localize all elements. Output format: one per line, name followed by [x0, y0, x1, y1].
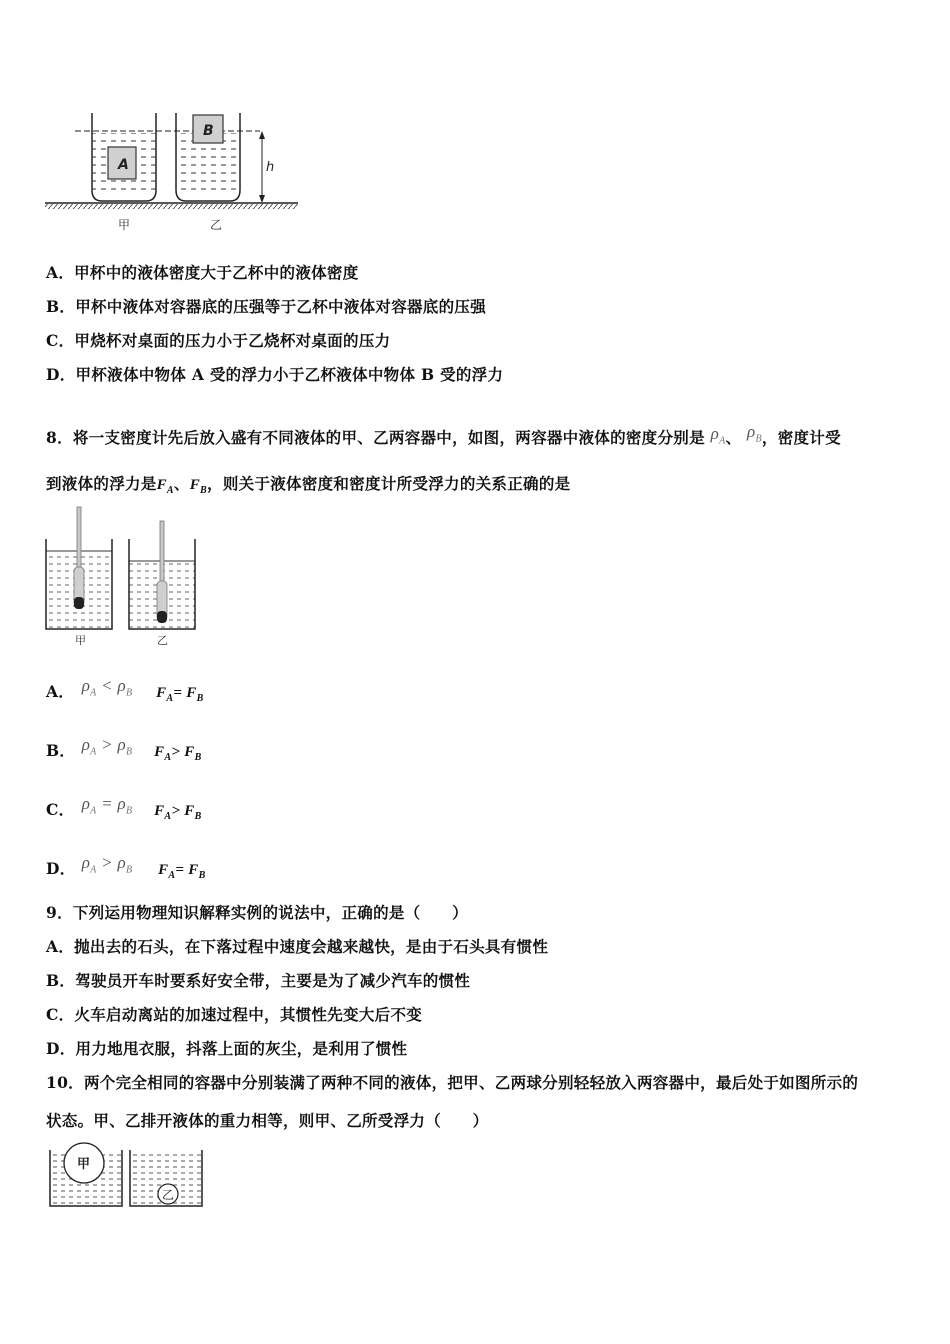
- svg-text:A: A: [118, 157, 129, 173]
- q9-option-b: B．驾驶员开车时要系好安全带，主要是为了减少汽车的惯性: [46, 971, 471, 990]
- q7-option-a: A．甲杯中的液体密度大于乙杯中的液体密度: [46, 263, 359, 282]
- q8-option-d: D． $\rho_A > \rho_B$ $F_A= F_B$: [46, 853, 206, 881]
- q8-option-c: C． $\rho_A = \rho_B$ $F_A> F_B$: [46, 794, 202, 822]
- svg-text:甲: 甲: [77, 1157, 91, 1172]
- q7-option-c: C．甲烧杯对桌面的压力小于乙烧杯对桌面的压力: [46, 331, 391, 350]
- q7-option-d: D．甲杯液体中物体 A 受的浮力小于乙杯液体中物体 B 受的浮力: [46, 365, 504, 384]
- figure-hydrometers: [40, 505, 210, 647]
- svg-text:乙: 乙: [210, 218, 223, 232]
- q7-option-b: B．甲杯中液体对容器底的压强等于乙杯中液体对容器底的压强: [46, 297, 487, 316]
- q10-stem-line2: 状态。甲、乙排开液体的重力相等，则甲、乙所受浮力（ ）: [46, 1111, 489, 1130]
- q10-stem-line1: 10．两个完全相同的容器中分别装满了两种不同的液体，把甲、乙两球分别轻轻放入两容器中，最后处于如图所示的: [46, 1073, 859, 1092]
- q9-option-a: A．抛出去的石头，在下落过程中速度会越来越快，是由于石头具有惯性: [46, 937, 549, 956]
- q9-option-c: C．火车启动离站的加速过程中，其惯性先变大后不变: [46, 1005, 423, 1024]
- q9-option-d: D．用力地甩衣服，抖落上面的灰尘，是利用了惯性: [46, 1039, 408, 1058]
- svg-text:乙: 乙: [157, 634, 168, 647]
- svg-text:乙: 乙: [162, 1188, 175, 1202]
- svg-text:甲: 甲: [75, 634, 86, 647]
- q8-option-a: A． $\rho_A < \rho_B$ $F_A= F_B$: [46, 676, 204, 704]
- figure-balls: [44, 1140, 214, 1212]
- svg-text:h: h: [266, 160, 275, 175]
- q8-stem-line2: 到液体的浮力是$F_A$、$F_B$，则关于液体密度和密度计所受浮力的关系正确的是: [46, 474, 571, 496]
- q8-stem-line1: 8．将一支密度计先后放入盛有不同液体的甲、乙两容器中，如图，两容器中液体的密度分别是 $\rho_A$、 $\rho_B$，密度计受: [46, 422, 841, 447]
- figure-beakers-ab: [40, 105, 310, 235]
- q8-option-b: B． $\rho_A > \rho_B$ $F_A> F_B$: [46, 735, 202, 763]
- svg-text:甲: 甲: [118, 218, 131, 232]
- q9-stem: 9．下列运用物理知识解释实例的说法中，正确的是（ ）: [46, 903, 468, 922]
- svg-text:B: B: [203, 123, 214, 139]
